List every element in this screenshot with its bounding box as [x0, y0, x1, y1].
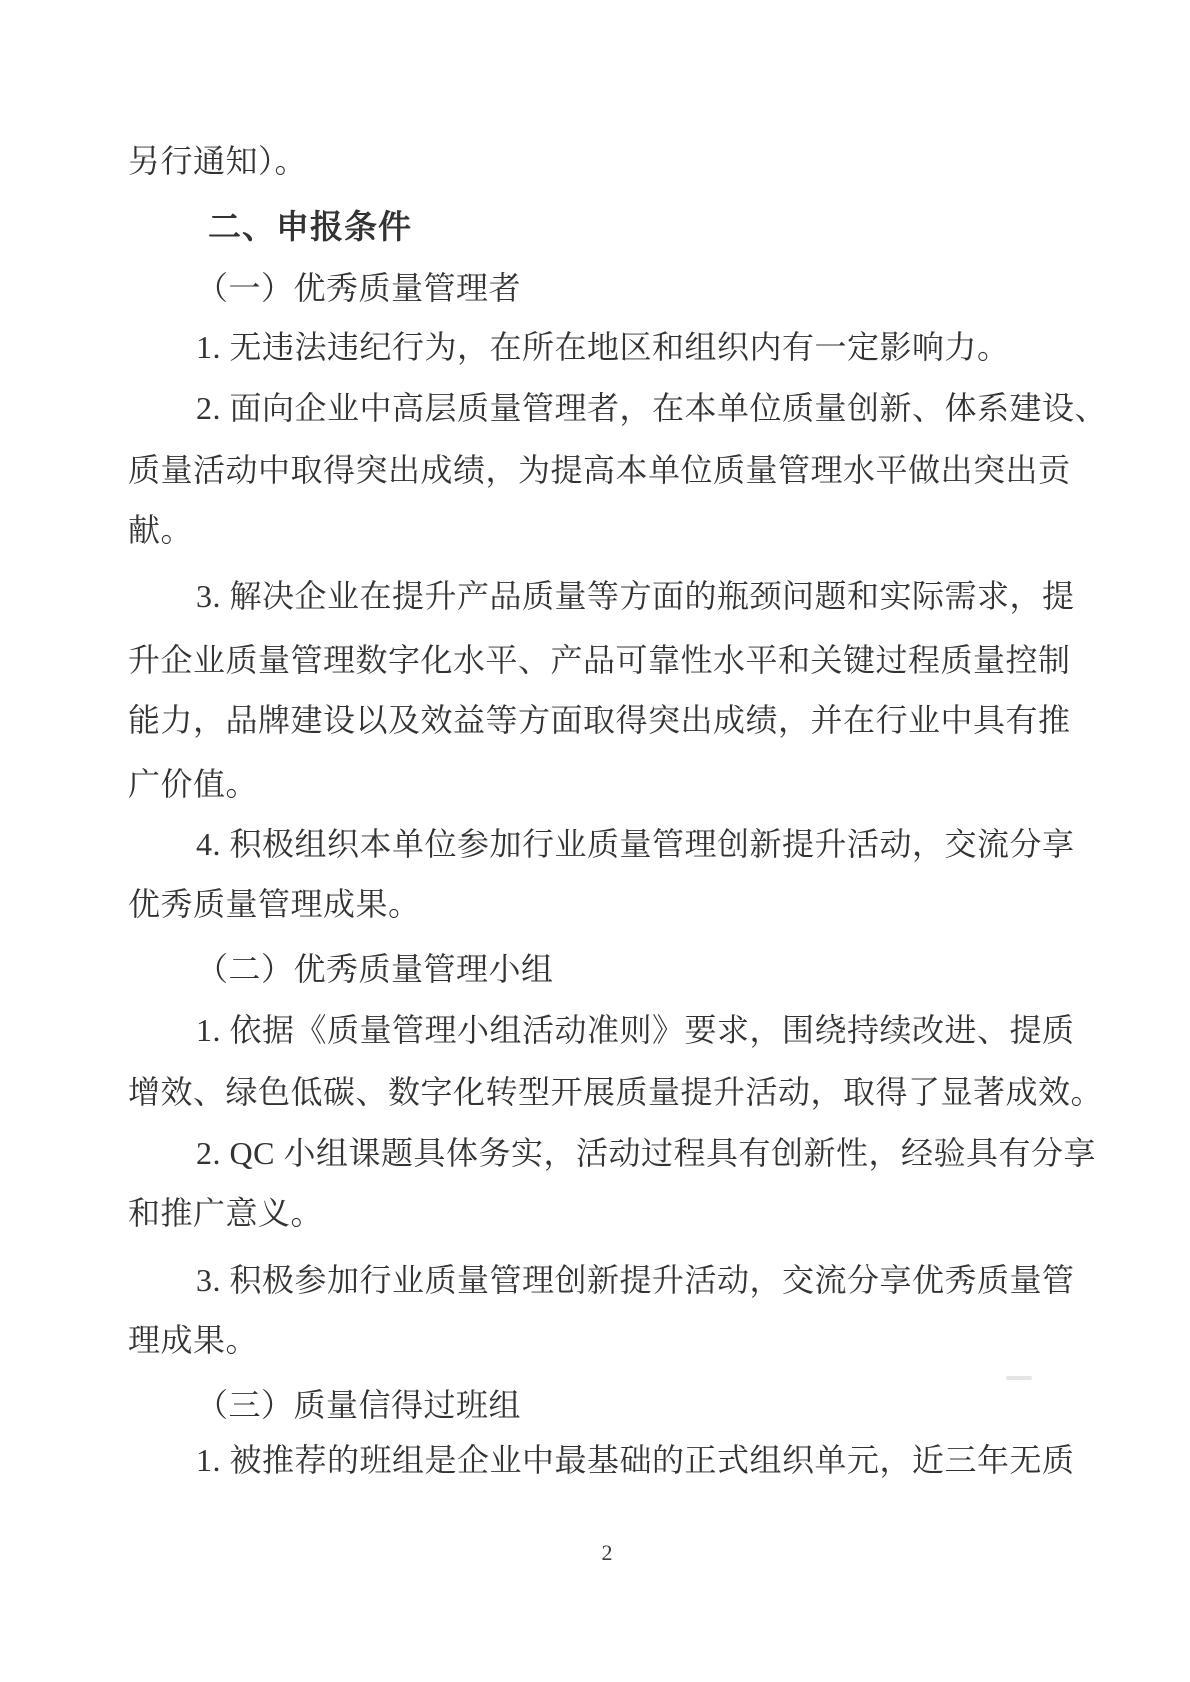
body-line: 升企业质量管理数字化水平、产品可靠性水平和关键过程质量控制	[128, 642, 1071, 678]
body-line: 广价值。	[128, 766, 259, 802]
list-item-line: 2. 面向企业中高层质量管理者，在本单位质量创新、体系建设、	[196, 390, 1108, 426]
subsection-heading-1: （一）优秀质量管理者	[196, 270, 522, 306]
list-item-line: 1. 依据《质量管理小组活动准则》要求，围绕持续改进、提质	[196, 1012, 1075, 1048]
body-line: 质量活动中取得突出成绩，为提高本单位质量管理水平做出突出贡	[128, 452, 1071, 488]
list-item-line: 1. 被推荐的班组是企业中最基础的正式组织单元，近三年无质	[196, 1442, 1075, 1478]
list-item-line: 3. 积极参加行业质量管理创新提升活动，交流分享优秀质量管	[196, 1262, 1075, 1298]
body-line: 优秀质量管理成果。	[128, 886, 421, 922]
body-line: 献。	[128, 512, 194, 548]
list-item-line: 3. 解决企业在提升产品质量等方面的瓶颈问题和实际需求，提	[196, 578, 1075, 614]
body-line: 增效、绿色低碳、数字化转型开展质量提升活动，取得了显著成效。	[128, 1074, 1104, 1110]
body-line-continuation: 另行通知）。	[128, 143, 308, 179]
body-line: 理成果。	[128, 1322, 259, 1358]
body-line: 能力，品牌建设以及效益等方面取得突出成绩，并在行业中具有推	[128, 702, 1071, 738]
subsection-heading-3: （三）质量信得过班组	[196, 1387, 522, 1423]
list-item-line: 1. 无违法违纪行为，在所在地区和组织内有一定影响力。	[196, 329, 1010, 365]
list-item-line: 2. QC 小组课题具体务实，活动过程具有创新性，经验具有分享	[196, 1135, 1096, 1171]
list-item-line: 4. 积极组织本单位参加行业质量管理创新提升活动，交流分享	[196, 826, 1075, 862]
subsection-heading-2: （二）优秀质量管理小组	[196, 951, 554, 987]
body-line: 和推广意义。	[128, 1195, 324, 1231]
scan-smudge-artifact	[1006, 1376, 1032, 1380]
section-heading: 二、申报条件	[208, 208, 412, 245]
page-number: 2	[601, 1540, 613, 1565]
